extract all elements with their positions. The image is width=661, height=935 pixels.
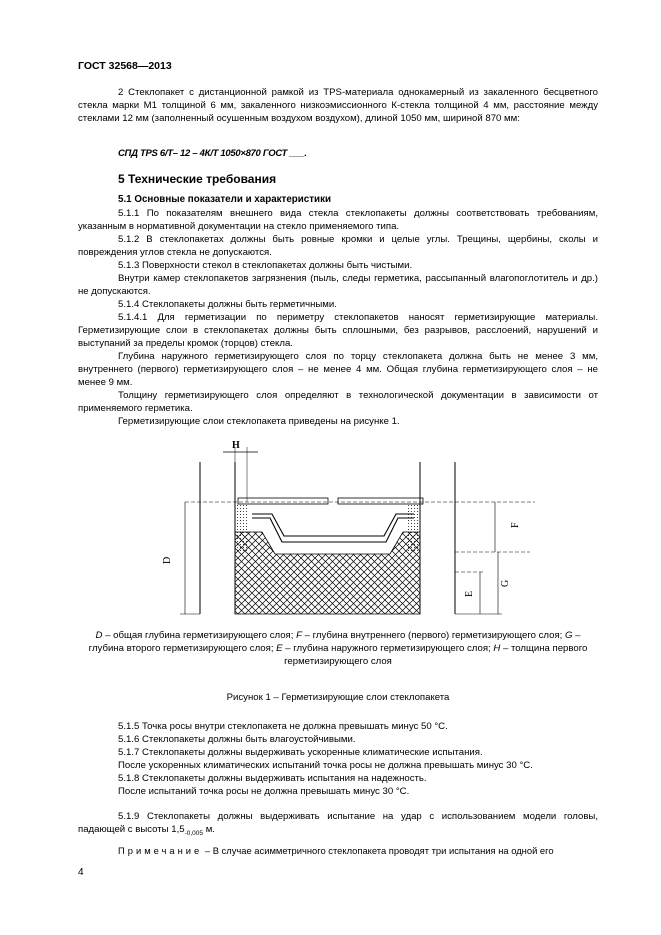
label-g: G [500,579,511,587]
paragraph-5-1-3-b [78,272,598,298]
figure-caption [78,629,598,669]
paragraph-5-1-3 [78,259,598,272]
figure-title: Рисунок 1 – Герметизирующие слои стеклопакета [226,692,450,703]
caption-f-text: – глубина внутреннего (первого) герметизирующего слоя; [301,630,565,641]
spacer-profile [252,514,414,536]
paragraph-5-1-1 [78,207,598,233]
paragraph-5-1-3-text: 5.1.3 Поверхности стекол в стеклопакетах должны быть чистыми. [118,260,413,271]
caption-g-text: – глубина второго герметизирующего слоя; [88,630,581,655]
dimension-g [455,552,511,614]
paragraph-5-1-1-text: 5.1.1 По показателям внешнего вида стекла стеклопакеты должны соответствовать требованиям, указанным в нормативной документации на стекло применяемого типа. [78,208,598,233]
paragraph-5-1-8-b [78,785,598,798]
example-2-text: 2 Стеклопакет с дистанционной рамкой из TPS-материала однокамерный из закаленного бесцветного стекла марки М1 толщиной 6 мм, закаленного низкоэмиссионного К-стекла толщиной 4 мм, расстояние между стеклами 12 мм (заполненный осушенным воздухом воздухом), длиной 1050 мм, шириной 870 мм: [78,87,598,125]
paragraph-5-1-7 [78,746,598,759]
example-2 [78,86,598,126]
glass-pane-left [200,462,235,614]
paragraph-5-1-8-b-text: После испытаний точка росы не должна превышать минус 30 °С. [118,786,410,797]
caption-f: F [296,630,302,641]
label-f: F [510,522,521,528]
paragraph-5-1-5 [78,720,598,733]
caption-h: H [493,643,501,655]
tolerance-subscript: -0,005 [184,830,204,838]
paragraph-5-1-3-b-text: Внутри камер стеклопакетов загрязнения (пыль, следы герметика, рассыпанный влагопоглотитель и др.) не допускаются. [78,273,598,298]
note [78,844,598,857]
paragraph-5-1-4-1-d [78,415,598,428]
paragraph-5-1-6 [78,733,598,746]
paragraph-5-1-7-b-text: После ускоренных климатических испытаний точка росы не должна превышать минус 30 °С. [118,760,533,771]
product-designation: СПД TPS 6/Т– 12 – 4К/Т 1050×870 ГОСТ ___. [118,148,307,159]
dimension-e [455,572,485,614]
caption-h-text: – толщина первого герметизирующего слоя [284,643,588,668]
paragraph-5-1-4-1-c [78,389,598,415]
dimension-h [223,440,258,502]
paragraph-5-1-4-1-c-text: Толщину герметизирующего слоя определяют в технологической документации в зависимости от применяемого герметика. [78,390,598,415]
sealing-layers-figure [140,432,560,622]
spacer-flange-left [238,498,328,504]
paragraph-5-1-4-1-b [78,350,598,390]
section-5-1-heading: 5.1 Основные показатели и характеристики [118,194,331,205]
caption-g: G [564,630,573,641]
paragraph-5-1-4 [78,298,598,311]
spacer-flange-right [338,498,423,504]
paragraph-5-1-9-text: 5.1.9 Стеклопакеты должны выдерживать испытание на удар с использованием модели головы, падающей с высоты 1,5 [78,811,598,836]
note-label: Примечание [118,845,203,856]
paragraph-5-1-8-text: 5.1.8 Стеклопакеты должны выдерживать испытания на надежность. [118,773,427,784]
paragraph-5-1-7-b [78,759,598,772]
caption-d-text: – общая глубина герметизирующего слоя; [102,630,297,641]
dimension-d [162,502,200,614]
paragraph-5-1-6-text: 5.1.6 Стеклопакеты должны быть влагоустойчивыми. [118,734,356,745]
caption-e: E [276,643,283,655]
dimension-f [455,502,530,552]
paragraph-5-1-4-text: 5.1.4 Стеклопакеты должны быть герметичными. [118,299,337,310]
paragraph-5-1-9-end: м. [203,824,215,836]
paragraph-5-1-2-text: 5.1.2 В стеклопакетах должны быть ровные кромки и целые углы. Трещины, щербины, сколы и повреждения углов стекла не допускаются. [78,234,598,259]
label-e: E [464,590,475,597]
paragraph-5-1-2 [78,233,598,259]
paragraph-5-1-7-text: 5.1.7 Стеклопакеты должны выдерживать ускоренные климатические испытания. [118,747,483,758]
paragraph-5-1-5-text: 5.1.5 Точка росы внутри стеклопакета не должна превышать минус 50 °С. [118,721,448,732]
paragraph-5-1-9 [78,810,598,840]
paragraph-5-1-8 [78,772,598,785]
glass-pane-right [420,462,455,614]
caption-e-text: – глубина наружного герметизирующего слоя; [282,643,494,655]
label-h: H [232,440,240,451]
outer-sealing-layer [235,532,420,614]
note-text: – В случае асимметричного стеклопакета проводят три испытания на одной его [202,845,554,856]
document-header: ГОСТ 32568—2013 [78,60,172,72]
caption-d: D [95,630,103,641]
paragraph-5-1-4-1-text: 5.1.4.1 Для герметизации по периметру стеклопакетов наносят герметизирующие материалы. Герметизирующие слои в стеклопакетах должны быть сплошными, без разрывов, расслоений, нарушений и выступаний за пределы кромок (торцов) стекла. [78,312,598,350]
paragraph-5-1-4-1 [78,311,598,351]
label-d: D [162,556,173,564]
page-number: 4 [78,867,84,878]
paragraph-5-1-4-1-d-text: Герметизирующие слои стеклопакета приведены на рисунке 1. [118,416,400,427]
paragraph-5-1-4-1-b-text: Глубина наружного герметизирующего слоя по торцу стеклопакета должна быть не менее 3 мм, внутреннего (первого) герметизирующего слоя – не менее 4 мм. Общая глубина герметизирующего слоя – не менее 9 мм. [78,351,598,389]
section-5-heading: 5 Технические требования [118,172,277,186]
